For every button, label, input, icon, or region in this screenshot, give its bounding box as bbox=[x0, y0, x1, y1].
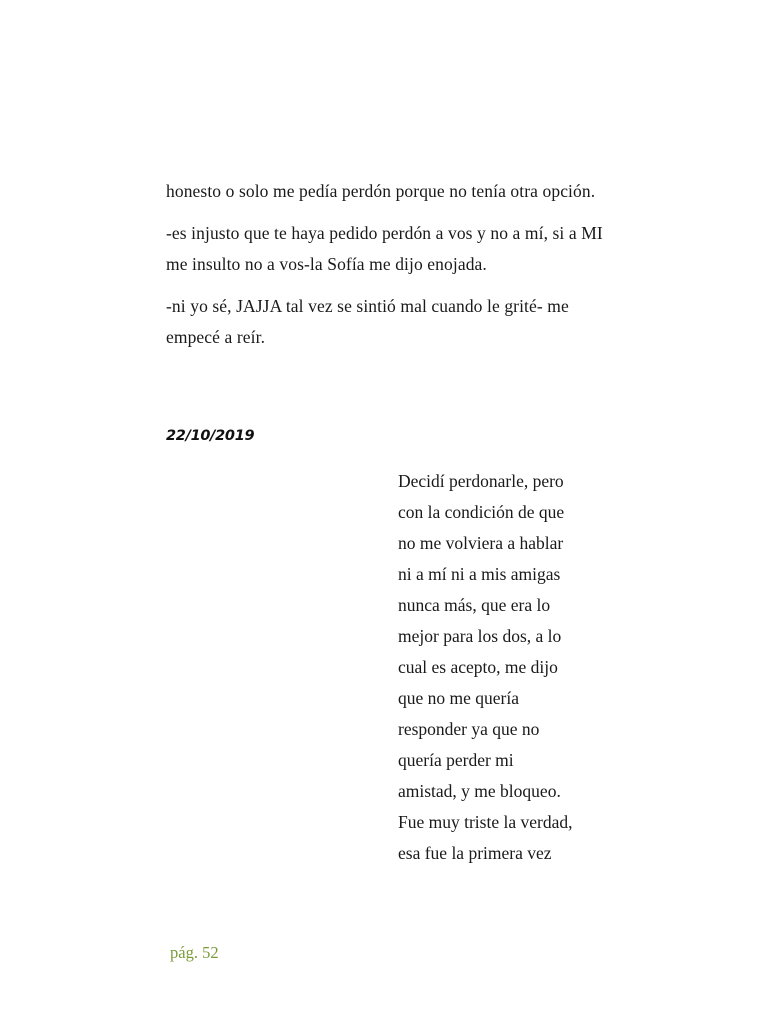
paragraph: honesto o solo me pedía perdón porque no tenía otra opción. bbox=[166, 181, 596, 201]
body-text bbox=[166, 176, 606, 364]
page-number: pág. 52 bbox=[170, 943, 219, 962]
column-line: no me volviera a hablar bbox=[398, 533, 564, 553]
column-line: esa fue la primera vez bbox=[398, 843, 552, 863]
column-line: con la condición de que bbox=[398, 502, 565, 522]
column-line: responder ya que no bbox=[398, 719, 540, 739]
column-line: Fue muy triste la verdad, bbox=[398, 812, 573, 832]
date-heading: 22/10/2019 bbox=[166, 428, 255, 444]
column-line: Decidí perdonarle, pero bbox=[398, 471, 564, 491]
column-line: cual es acepto, me dijo bbox=[398, 657, 558, 677]
paragraph: -ni yo sé, JAJJA tal vez se sintió mal cuando le grité- me empecé a reír. bbox=[166, 295, 569, 347]
column-text bbox=[398, 466, 613, 869]
column-line: amistad, y me bloqueo. bbox=[398, 781, 561, 801]
column-line: nunca más, que era lo bbox=[398, 595, 551, 615]
column-line: mejor para los dos, a lo bbox=[398, 626, 562, 646]
column-line: que no me quería bbox=[398, 688, 519, 708]
column-line: quería perder mi bbox=[398, 750, 514, 770]
column-line: ni a mí ni a mis amigas bbox=[398, 564, 561, 584]
paragraph: -es injusto que te haya pedido perdón a vos y no a mí, si a MI me insulto no a vos-la Sofía me dijo enojada. bbox=[166, 222, 603, 274]
